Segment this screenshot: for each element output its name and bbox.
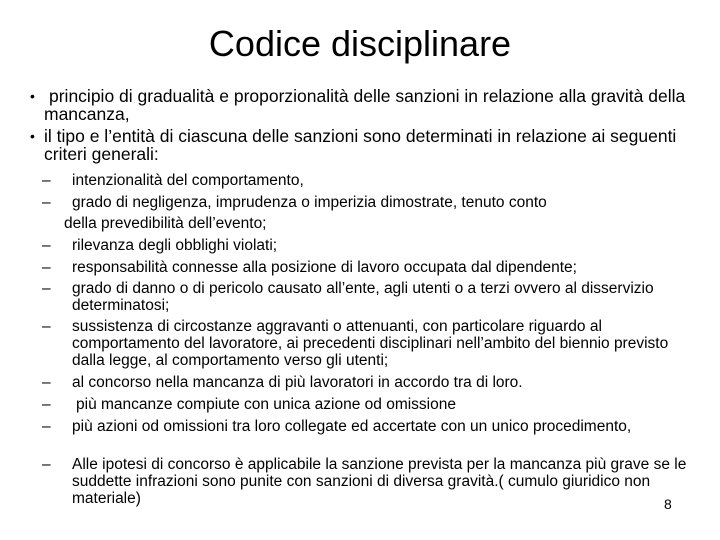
criteria-text: intenzionalità del comportamento, bbox=[72, 172, 304, 189]
dash-marker: – bbox=[42, 280, 51, 297]
bullet-marker: • bbox=[30, 88, 35, 104]
dash-marker: – bbox=[42, 374, 51, 391]
criteria-text: sussistenza di circostanze aggravanti o attenuanti, con particolare riguardo al comportamento del lavoratore, ai precedenti disciplinari nell’ambito del biennio previsto dalla legge, al comportamento verso gli utenti; bbox=[72, 318, 669, 369]
criteria-text: più azioni od omissioni tra loro collegate ed accertate con un unico procedimento, bbox=[72, 418, 632, 435]
criteria-text: più mancanze compiute con unica azione od omissione bbox=[76, 396, 456, 413]
bullet-marker: • bbox=[30, 128, 35, 144]
criteria-text: responsabilità connesse alla posizione di lavoro occupata dal dipendente; bbox=[72, 259, 577, 276]
dash-marker: – bbox=[42, 456, 51, 473]
dash-marker: – bbox=[42, 418, 51, 435]
criteria-text: grado di danno o di pericolo causato all’ente, agli utenti o a terzi ovvero al disservizio determinatosi; bbox=[72, 280, 654, 314]
dash-marker: – bbox=[42, 396, 51, 413]
dash-marker: – bbox=[42, 172, 51, 189]
dash-marker: – bbox=[42, 194, 51, 211]
bullet-text: principio di gradualità e proporzionalità delle sanzioni in relazione alla gravità della mancanza, bbox=[44, 86, 686, 124]
dash-marker: – bbox=[42, 259, 51, 276]
page-number: 8 bbox=[664, 496, 672, 512]
criteria-text: al concorso nella mancanza di più lavoratori in accordo tra di loro. bbox=[72, 374, 523, 391]
bullet-text: il tipo e l’entità di ciascuna delle sanzioni sono determinati in relazione ai seguenti criteri generali: bbox=[44, 126, 677, 164]
criteria-text: grado di negligenza, imprudenza o imperizia dimostrate, tenuto conto bbox=[72, 194, 547, 211]
criteria-text: della prevedibilità dell’evento; bbox=[64, 215, 267, 232]
criteria-text: rilevanza degli obblighi violati; bbox=[72, 237, 278, 254]
criteria-text: Alle ipotesi di concorso è applicabile la sanzione prevista per la mancanza più grave se le suddette infrazioni sono punite con sanzioni di diversa gravità.( cumulo giuridico non materiale) bbox=[72, 456, 687, 507]
dash-marker: – bbox=[42, 318, 51, 335]
dash-marker: – bbox=[42, 237, 51, 254]
slide-title: Codice disciplinare bbox=[208, 23, 512, 64]
